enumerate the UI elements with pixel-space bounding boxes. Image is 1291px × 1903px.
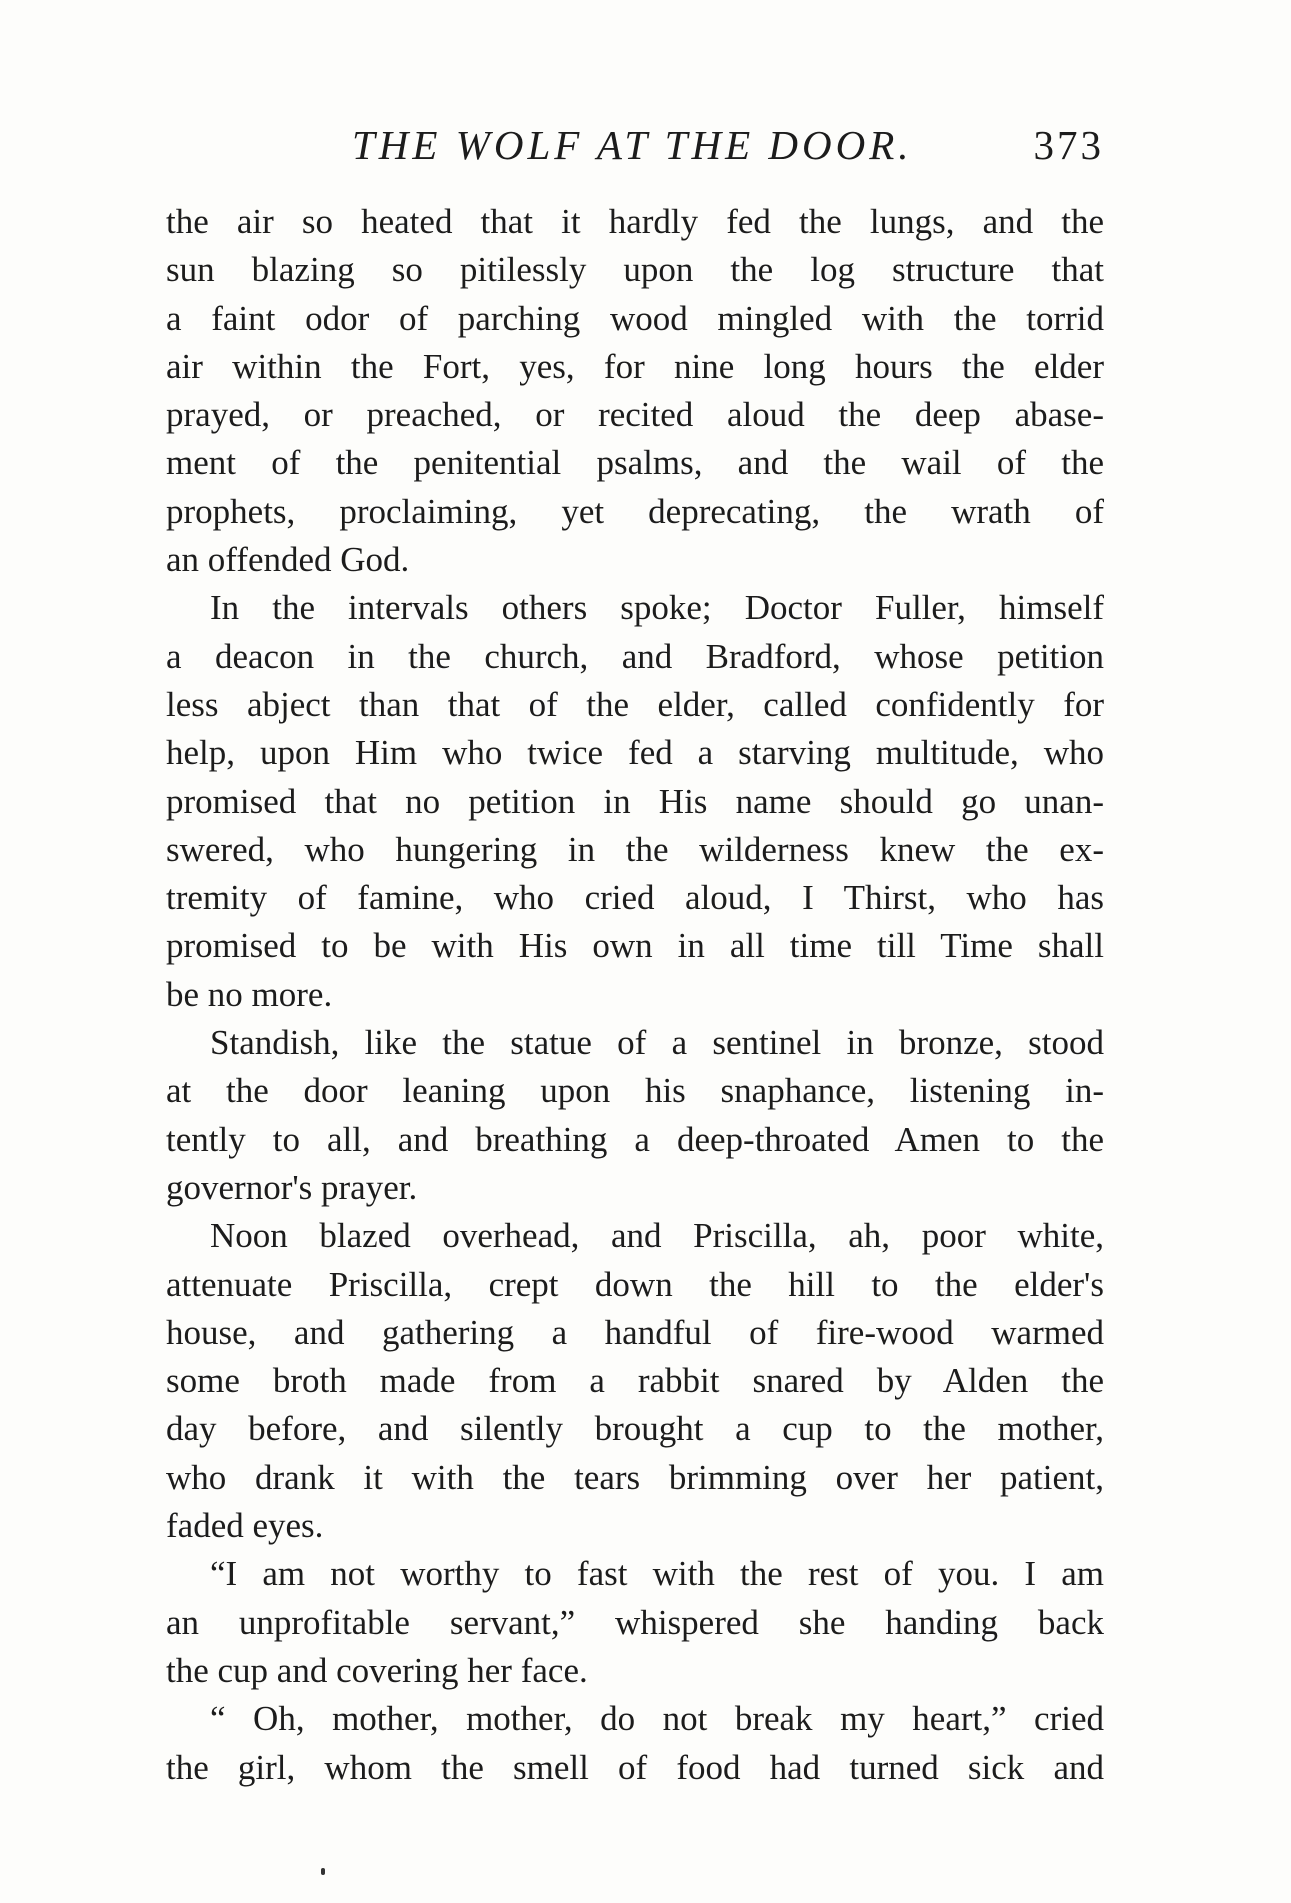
text-line: the girl, whom the smell of food had turned sick and (166, 1747, 1104, 1787)
text-line: tently to all, and breathing a deep-throated Amen to the (166, 1119, 1104, 1159)
text-line: less abject than that of the elder, called confidently for (166, 684, 1104, 724)
page-number: 373 (1033, 122, 1104, 168)
text-line: an unprofitable servant,” whispered she handing back (166, 1602, 1104, 1642)
text-line: prophets, proclaiming, yet deprecating, the wrath of (166, 491, 1104, 531)
text-line: a deacon in the church, and Bradford, whose petition (166, 636, 1104, 676)
text-line: the air so heated that it hardly fed the lungs, and the (166, 202, 1104, 241)
text-line: ment of the penitential psalms, and the wail of the (166, 443, 1104, 483)
text-line: day before, and silently brought a cup to the mother, (166, 1409, 1104, 1449)
text-line: who drank it with the tears brimming over her patient, (166, 1457, 1104, 1497)
paragraph-first-line: Standish, like the statue of a sentinel in bronze, stood (210, 1023, 1104, 1063)
text-line: attenuate Priscilla, crept down the hill to the elder's (166, 1264, 1104, 1304)
text-line: swered, who hungering in the wilderness knew the ex- (166, 829, 1104, 869)
text-line: the cup and covering her face. (166, 1650, 588, 1690)
text-line: tremity of famine, who cried aloud, I Thirst, who has (166, 878, 1104, 918)
paragraph-first-line: In the intervals others spoke; Doctor Fuller, himself (210, 588, 1104, 628)
text-line: some broth made from a rabbit snared by Alden the (166, 1361, 1104, 1401)
body-text (166, 198, 1104, 1792)
text-line: prayed, or preached, or recited aloud the deep abase- (166, 395, 1104, 435)
text-line: be no more. (166, 974, 333, 1014)
text-line: air within the Fort, yes, for nine long hours the elder (166, 346, 1104, 386)
text-line: an offended God. (166, 540, 410, 580)
text-line: governor's prayer. (166, 1167, 418, 1207)
text-line: promised that no petition in His name should go unan- (166, 781, 1104, 821)
page-header (166, 120, 1104, 170)
print-speck (321, 1868, 325, 1875)
text-line: faded eyes. (166, 1506, 324, 1546)
paragraph-first-line: Noon blazed overhead, and Priscilla, ah, poor white, (210, 1216, 1104, 1256)
paragraph-first-line: “ Oh, mother, mother, do not break my heart,” cried (210, 1699, 1104, 1739)
text-line: house, and gathering a handful of fire-wood warmed (166, 1312, 1104, 1352)
text-line: help, upon Him who twice fed a starving multitude, who (166, 733, 1104, 773)
text-line: at the door leaning upon his snaphance, listening in- (166, 1071, 1104, 1111)
paragraph-first-line: “I am not worthy to fast with the rest of you. I am (210, 1554, 1104, 1594)
running-title: THE WOLF AT THE DOOR. (352, 122, 913, 168)
text-line: a faint odor of parching wood mingled with the torrid (166, 298, 1104, 338)
text-line: promised to be with His own in all time till Time shall (166, 926, 1104, 966)
text-line: sun blazing so pitilessly upon the log structure that (166, 250, 1104, 290)
